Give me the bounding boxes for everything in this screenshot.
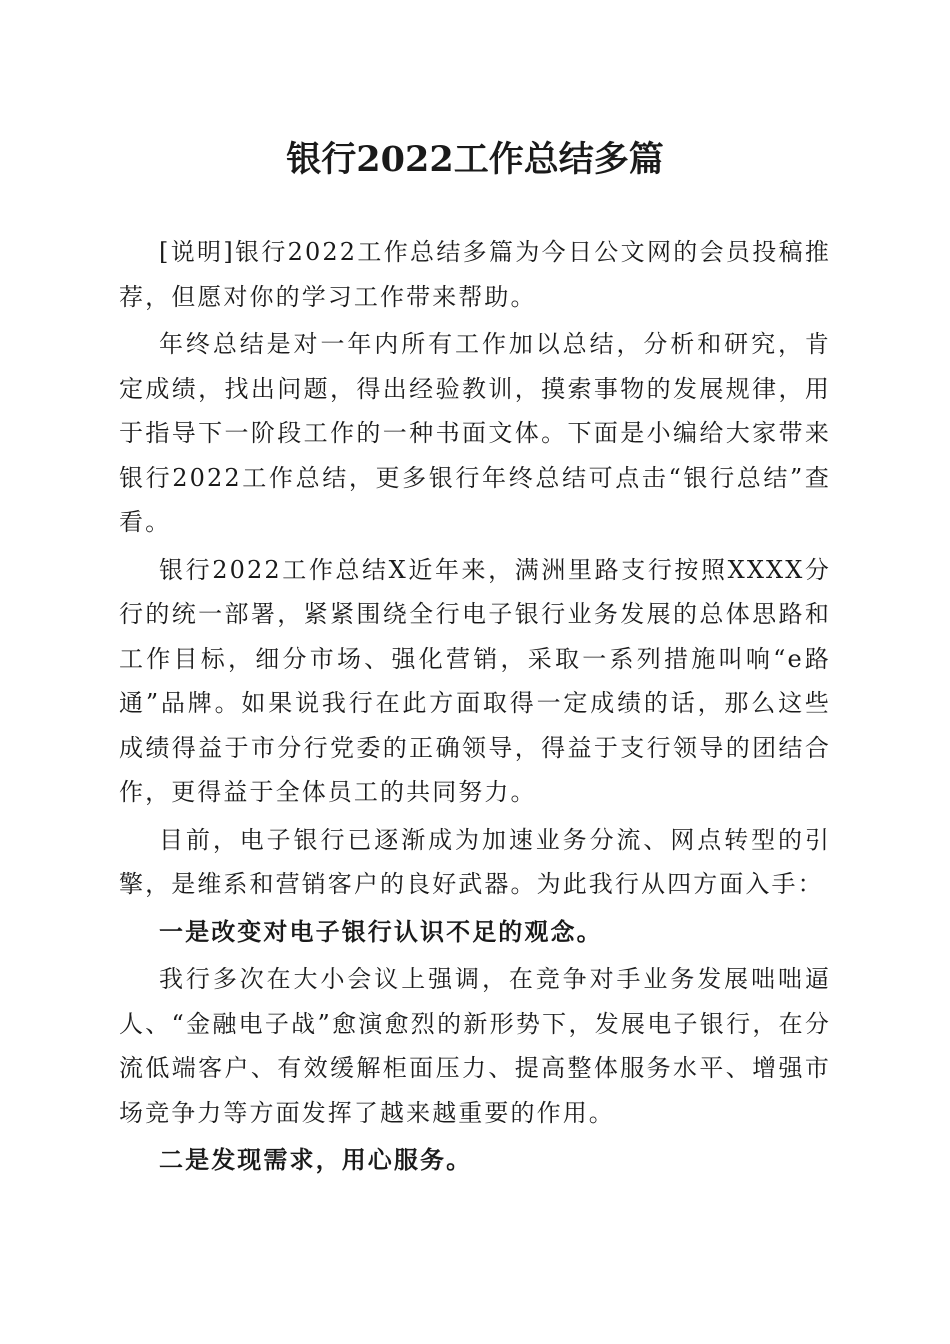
- document-title: 银行2022工作总结多篇: [286, 139, 664, 180]
- paragraph-meeting-emphasis: 我行多次在大小会议上强调，在竞争对手业务发展咄咄逼人、“金融电子战”愈演愈烈的新形势下，发展电子银行，在分流低端客户、有效缓解柜面压力、提高整体服务水平、增强市场竞争力等方面发挥了越来越重要的作用。: [119, 965, 831, 1127]
- paragraph-branch-overview: 银行2022工作总结X近年来，满洲里路支行按照XXXX分行的统一部署，紧紧围绕全行电子银行业务发展的总体思路和工作目标，细分市场、强化营销，采取一系列措施叫响“e路通”品牌。如果说我行在此方面取得一定成绩的话，那么这些成绩得益于市分行党委的正确领导，得益于支行领导的团结合作，更得益于全体员工的共同努力。: [119, 555, 831, 806]
- paragraph-current-status: 目前，电子银行已逐渐成为加速业务分流、网点转型的引擎，是维系和营销客户的良好武器。为此我行从四方面入手：: [119, 825, 831, 898]
- section-heading-one: 一是改变对电子银行认识不足的观念。: [159, 916, 603, 946]
- document-body: [119, 230, 831, 1186]
- paragraph-summary-definition: 年终总结是对一年内所有工作加以总结，分析和研究，肯定成绩，找出问题，得出经验教训，摸索事物的发展规律，用于指导下一阶段工作的一种书面文体。下面是小编给大家带来银行2022工作总结，更多银行年终总结可点击“银行总结”查看。: [119, 330, 831, 536]
- section-heading-two: 二是发现需求，用心服务。: [159, 1145, 473, 1174]
- paragraph-intro-note: [说明]银行2022工作总结多篇为今日公文网的会员投稿推荐，但愿对你的学习工作带来帮助。: [119, 238, 831, 311]
